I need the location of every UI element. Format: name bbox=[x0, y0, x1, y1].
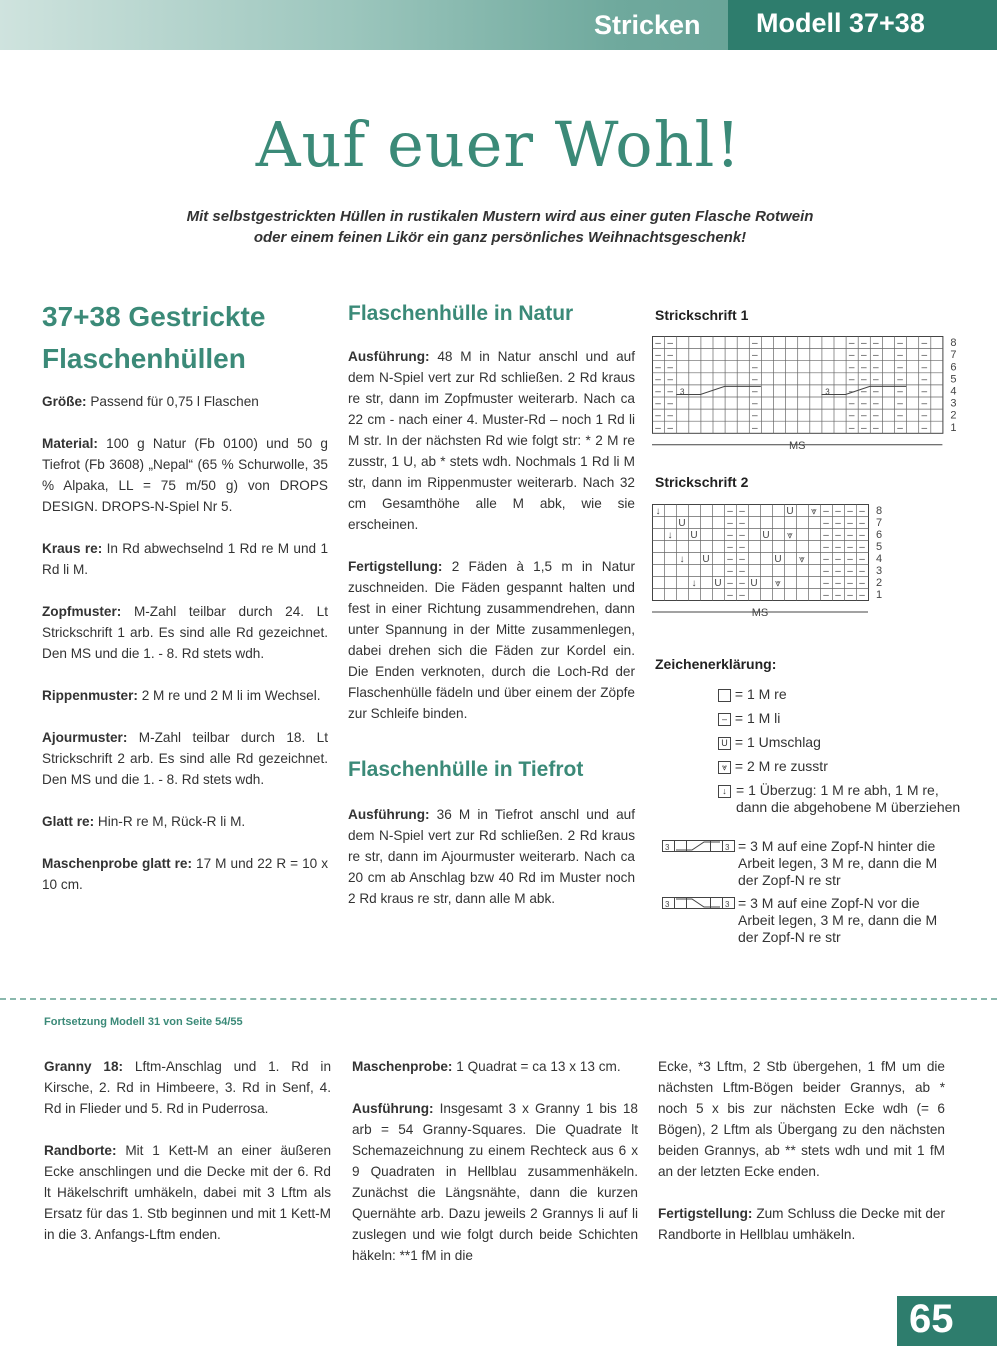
intro-line-2: oder einem feinen Likör ein ganz persönliches Weihnachtsgeschenk! bbox=[253, 229, 747, 246]
purl-mark: – bbox=[860, 386, 867, 398]
stitch-symbol: U bbox=[690, 530, 698, 541]
rippen-label: Rippenmuster: bbox=[42, 688, 138, 703]
purl-mark: – bbox=[667, 362, 673, 374]
stitch-symbol: ↓ bbox=[691, 578, 697, 589]
purl-mark: – bbox=[667, 374, 673, 386]
cable-mark: 3 bbox=[680, 387, 685, 397]
purl-mark: – bbox=[667, 386, 673, 398]
row-number: 4 bbox=[950, 385, 957, 398]
knitting-chart-1 bbox=[652, 336, 962, 462]
row-number: 3 bbox=[876, 565, 883, 577]
purl-mark: – bbox=[835, 554, 841, 565]
section-label: Stricken bbox=[594, 10, 701, 40]
glatt-label: Glatt re: bbox=[42, 814, 95, 829]
knit-two-together-icon: ⩔ bbox=[718, 761, 731, 774]
purl-mark: – bbox=[752, 398, 758, 410]
purl-mark: – bbox=[897, 362, 903, 374]
tiefrot-heading: Flaschenhülle in Tiefrot bbox=[348, 758, 584, 781]
row-number: 8 bbox=[876, 505, 883, 517]
purl-mark: – bbox=[667, 398, 673, 410]
stitch-symbol: U bbox=[786, 506, 794, 517]
randborte-label: Randborte: bbox=[44, 1143, 117, 1158]
chart-1-title: Strickschrift 1 bbox=[655, 307, 749, 323]
article-heading-line-2: Flaschenhüllen bbox=[42, 343, 246, 374]
purl-mark: – bbox=[727, 518, 733, 529]
material-label: Material: bbox=[42, 436, 98, 451]
section-divider bbox=[0, 998, 997, 1000]
stitch-symbol: ⩔ bbox=[811, 506, 817, 517]
purl-mark: – bbox=[823, 530, 829, 541]
row-number: 2 bbox=[876, 577, 883, 589]
knit-stitch-icon bbox=[718, 689, 731, 702]
cable-mark: 3 bbox=[825, 387, 830, 397]
model-label: Modell 37+38 bbox=[728, 0, 997, 50]
zopf-para bbox=[42, 601, 328, 664]
purl-mark: – bbox=[921, 386, 928, 398]
purl-mark: – bbox=[921, 422, 928, 434]
kraus-text: In Rd abwechselnd 1 Rd re M und 1 Rd li M. bbox=[42, 541, 329, 577]
purl-mark: – bbox=[860, 338, 867, 350]
purl-mark: – bbox=[835, 518, 841, 529]
purl-mark: – bbox=[859, 506, 865, 517]
groesse-para bbox=[42, 391, 328, 412]
stitch-symbol: U bbox=[774, 554, 782, 565]
purl-mark: – bbox=[859, 578, 865, 589]
purl-mark: – bbox=[727, 590, 733, 601]
row-number: 6 bbox=[876, 529, 883, 541]
purl-mark: – bbox=[739, 566, 745, 577]
cont-probe-text: 1 Quadrat = ca 13 x 13 cm. bbox=[456, 1059, 621, 1074]
purl-mark: – bbox=[835, 542, 841, 553]
purl-mark: – bbox=[859, 590, 865, 601]
natur-fertig-label: Fertigstellung: bbox=[348, 559, 443, 574]
row-number: 7 bbox=[950, 349, 957, 362]
stitch-symbol: ⩔ bbox=[787, 530, 793, 541]
purl-mark: – bbox=[727, 566, 733, 577]
row-number: 2 bbox=[950, 409, 957, 422]
row-number: 8 bbox=[950, 337, 957, 350]
probe-para bbox=[42, 853, 328, 895]
cable-back-mark-1: 3 bbox=[665, 843, 670, 852]
granny-label: Granny 18: bbox=[44, 1059, 124, 1074]
purl-mark: – bbox=[823, 554, 829, 565]
stitch-symbol: U bbox=[702, 554, 710, 565]
cont-fertig-para bbox=[658, 1203, 945, 1245]
purl-mark: – bbox=[727, 530, 733, 541]
purl-mark: – bbox=[739, 578, 745, 589]
cont-col3-para bbox=[658, 1056, 945, 1182]
kraus-para bbox=[42, 538, 328, 580]
purl-mark: – bbox=[835, 590, 841, 601]
groesse-text: Passend für 0,75 l Flaschen bbox=[90, 394, 259, 409]
purl-mark: – bbox=[860, 410, 867, 422]
cont-ausf-para bbox=[352, 1098, 638, 1266]
purl-mark: – bbox=[848, 350, 855, 362]
kraus-label: Kraus re: bbox=[42, 541, 103, 556]
stitch-symbol: ↓ bbox=[655, 506, 661, 517]
purl-mark: – bbox=[752, 350, 758, 362]
purl-mark: – bbox=[921, 338, 928, 350]
purl-mark: – bbox=[873, 374, 879, 386]
row-number: 1 bbox=[876, 589, 883, 601]
glatt-para bbox=[42, 811, 328, 832]
purl-mark: – bbox=[921, 398, 928, 410]
purl-mark: – bbox=[739, 554, 745, 565]
purl-mark: – bbox=[860, 422, 867, 434]
cont-ausf-text: Insgesamt 3 x Granny 1 bis 18 arb = 54 Granny-Squares. Die Quadrate lt Schemazeichnung zu einem Rechteck aus 6 x 9 Quadraten in Hellblau zusammenhäkeln. Zunächst die Längsnähte, dann die kurzen Quernähte arb. Dazu jeweils 2 Grannys li auf li zuslegen und wie folgt durch beide Schichten häkeln: **1 fM in die bbox=[352, 1101, 638, 1263]
column-1 bbox=[42, 391, 328, 916]
page-title: Auf euer Wohl! bbox=[255, 108, 742, 181]
probe-label: Maschenprobe glatt re: bbox=[42, 856, 193, 871]
legend-text-cable-front: = 3 M auf eine Zopf-N vor die Arbeit legen, 3 M re, dann die M der Zopf-N re str bbox=[738, 895, 938, 945]
stitch-symbol: U bbox=[714, 578, 722, 589]
purl-stitch-icon: – bbox=[718, 713, 731, 726]
natur-ausf-text: 48 M in Natur anschl und auf dem N-Spiel vert zur Rd schließen. 2 Rd kraus re str, dann im Zopfmuster weiterarb. Nach ca 22 cm - nach einer 4. Muster-Rd – noch 1 Rd li M str. In der nächsten Rd wie folgt str: * 2 M re zusstr, 1 U, ab * stets wdh. Nochmals 1 Rd li M str, dann im Rippenmuster weiterarb. Nach 32 cm Gesamthöhe alle M abk, wie sie erscheinen. bbox=[348, 349, 635, 532]
purl-mark: – bbox=[667, 422, 673, 434]
stitch-symbol: ⩔ bbox=[775, 578, 781, 589]
randborte-para bbox=[44, 1140, 331, 1245]
groesse-label: Größe: bbox=[42, 394, 87, 409]
purl-mark: – bbox=[752, 362, 758, 374]
ajour-text: M-Zahl teilbar durch 18. Lt Strickschrift 2 arb. Es sind alle Rd gezeichnet. Den MS und die 1. - 8. Rd stets wdh. bbox=[42, 730, 328, 787]
legend-item-zusstr bbox=[718, 758, 828, 775]
yarn-over-icon: U bbox=[718, 737, 731, 750]
stitch-symbol: ↓ bbox=[679, 554, 685, 565]
purl-mark: – bbox=[848, 362, 855, 374]
article-heading bbox=[42, 296, 265, 380]
purl-mark: – bbox=[727, 578, 733, 589]
row-number: 5 bbox=[950, 373, 957, 386]
purl-mark: – bbox=[739, 590, 745, 601]
natur-ausf-label: Ausführung: bbox=[348, 349, 430, 364]
chart-2-svg bbox=[652, 504, 912, 626]
randborte-text: Mit 1 Kett-M an einer äußeren Ecke anschlingen und die Decke mit der 6. Rd lt Häkelschrift umhäkeln, dabei mit 3 Lftm als Ersatz für das 1. Stb beginnen und mit 1 Kett-M in die 3. Anfangs-Lftm enden. bbox=[44, 1143, 332, 1242]
purl-mark: – bbox=[752, 386, 758, 398]
cont-fertig-text: Zum Schluss die Decke mit der Randborte in Hellblau umhäkeln. bbox=[658, 1206, 946, 1242]
purl-mark: – bbox=[835, 506, 841, 517]
tiefrot-ausfuehrung bbox=[348, 804, 635, 909]
ajour-para bbox=[42, 727, 328, 790]
cable-back-mark-2: 3 bbox=[725, 843, 730, 852]
purl-mark: – bbox=[847, 578, 853, 589]
natur-heading: Flaschenhülle in Natur bbox=[348, 302, 574, 325]
cont-probe-label: Maschenprobe: bbox=[352, 1059, 453, 1074]
cont-ausf-label: Ausführung: bbox=[352, 1101, 434, 1116]
cont-probe-para bbox=[352, 1056, 638, 1077]
purl-mark: – bbox=[847, 506, 853, 517]
stitch-symbol: ↓ bbox=[667, 530, 673, 541]
purl-mark: – bbox=[859, 530, 865, 541]
purl-mark: – bbox=[860, 362, 867, 374]
probe-text: 17 M und 22 R = 10 x 10 cm. bbox=[42, 856, 329, 892]
purl-mark: – bbox=[873, 338, 879, 350]
chart-1-svg bbox=[652, 336, 962, 462]
purl-mark: – bbox=[897, 398, 903, 410]
natur-fertigstellung bbox=[348, 556, 635, 724]
cont-column-2 bbox=[352, 1056, 638, 1287]
purl-mark: – bbox=[873, 386, 879, 398]
column-2-natur bbox=[348, 346, 635, 745]
purl-mark: – bbox=[823, 542, 829, 553]
cont-col3-text: Ecke, *3 Lftm, 2 Stb übergehen, 1 fM um die nächsten Lftm-Bögen beider Grannys, ab * noch 5 x bis zur nächsten Ecke wdh (= 6 Bögen), 2 Lftm als Übergang zu den nächsten beiden Grannys, ab ** stets wdh und mit 1 fM an der letzten Ecke enden. bbox=[658, 1059, 945, 1179]
legend-text-umschlag: = 1 Umschlag bbox=[734, 734, 821, 750]
page-number: 65 bbox=[897, 1296, 997, 1346]
purl-mark: – bbox=[921, 410, 928, 422]
stitch-symbol: U bbox=[750, 578, 758, 589]
rippen-text: 2 M re und 2 M li im Wechsel. bbox=[141, 688, 321, 703]
purl-mark: – bbox=[921, 350, 928, 362]
legend-title: Zeichenerklärung: bbox=[655, 656, 777, 672]
legend-item-cable-back bbox=[662, 838, 952, 889]
purl-mark: – bbox=[873, 362, 879, 374]
material-text: 100 g Natur (Fb 0100) und 50 g Tiefrot (Fb 3608) „Nepal“ (65 % Schurwolle, 35 % Alpaka, LL = 75 m/50 g) von DROPS DESIGN. DROPS-N-Spiel Nr 5. bbox=[42, 436, 328, 514]
purl-mark: – bbox=[752, 374, 758, 386]
continuation-label: Fortsetzung Modell 31 von Seite 54/55 bbox=[44, 1016, 243, 1028]
purl-mark: – bbox=[739, 518, 745, 529]
row-number: 5 bbox=[876, 541, 883, 553]
purl-mark: – bbox=[655, 338, 661, 350]
purl-mark: – bbox=[873, 410, 879, 422]
purl-mark: – bbox=[752, 410, 758, 422]
purl-mark: – bbox=[847, 590, 853, 601]
tiefrot-ausf-label: Ausführung: bbox=[348, 807, 430, 822]
natur-fertig-text: 2 Fäden à 1,5 m in Natur zuschneiden. Die Fäden gespannt halten und fest in einer Richtung zusammendrehen, dann unter Spannung in der Mitte zusammenlegen, dabei drehen sich die Fäden zur Kordel ein. Die Enden verknoten, durch die Loch-Rd der Flaschenhülle fädeln und über einem der Zöpfe zur Schleife binden. bbox=[348, 559, 636, 721]
purl-mark: – bbox=[752, 422, 758, 434]
legend-item-re bbox=[718, 686, 787, 703]
knitting-chart-2 bbox=[652, 504, 912, 626]
purl-mark: – bbox=[873, 398, 879, 410]
purl-mark: – bbox=[823, 590, 829, 601]
purl-mark: – bbox=[739, 506, 745, 517]
row-number: 3 bbox=[950, 397, 957, 410]
purl-mark: – bbox=[859, 554, 865, 565]
row-number: 1 bbox=[950, 421, 957, 434]
cont-column-1 bbox=[44, 1056, 331, 1266]
purl-mark: – bbox=[727, 554, 733, 565]
legend-text-re: = 1 M re bbox=[734, 686, 787, 702]
granny-text: Lftm-Anschlag und 1. Rd in Kirsche, 2. Rd in Himbeere, 3. Rd in Senf, 4. Rd in Flieder und 5. Rd in Puderrosa. bbox=[44, 1059, 332, 1116]
purl-mark: – bbox=[847, 554, 853, 565]
cable-front-mark-2: 3 bbox=[725, 900, 730, 909]
purl-mark: – bbox=[848, 422, 855, 434]
purl-mark: – bbox=[847, 518, 853, 529]
purl-mark: – bbox=[655, 386, 661, 398]
purl-mark: – bbox=[655, 422, 661, 434]
purl-mark: – bbox=[823, 518, 829, 529]
cable-front-icon bbox=[662, 897, 736, 910]
purl-mark: – bbox=[727, 542, 733, 553]
chart-2-title: Strickschrift 2 bbox=[655, 474, 749, 490]
ajour-label: Ajourmuster: bbox=[42, 730, 128, 745]
purl-mark: – bbox=[848, 410, 855, 422]
purl-mark: – bbox=[873, 350, 879, 362]
purl-mark: – bbox=[848, 386, 855, 398]
legend-item-ueberzug bbox=[718, 782, 968, 816]
purl-mark: – bbox=[897, 422, 903, 434]
legend-text-zusstr: = 2 M re zusstr bbox=[734, 758, 828, 774]
purl-mark: – bbox=[848, 398, 855, 410]
cable-back-icon bbox=[662, 840, 736, 853]
article-heading-line-1: 37+38 Gestrickte bbox=[42, 301, 266, 332]
purl-mark: – bbox=[727, 506, 733, 517]
stitch-symbol: ⩔ bbox=[799, 554, 805, 565]
purl-mark: – bbox=[823, 506, 829, 517]
stitch-symbol: U bbox=[678, 518, 686, 529]
material-para bbox=[42, 433, 328, 517]
purl-mark: – bbox=[897, 338, 903, 350]
purl-mark: – bbox=[847, 566, 853, 577]
purl-mark: – bbox=[655, 374, 661, 386]
purl-mark: – bbox=[848, 338, 855, 350]
slip-stitch-icon: ↓ bbox=[718, 785, 731, 798]
cable-front-mark-1: 3 bbox=[665, 900, 670, 909]
purl-mark: – bbox=[667, 338, 673, 350]
ms-label: MS bbox=[751, 607, 769, 619]
purl-mark: – bbox=[860, 374, 867, 386]
purl-mark: – bbox=[860, 398, 867, 410]
cont-fertig-label: Fertigstellung: bbox=[658, 1206, 753, 1221]
row-number: 4 bbox=[876, 553, 883, 565]
purl-mark: – bbox=[859, 518, 865, 529]
column-2-tiefrot bbox=[348, 804, 635, 930]
purl-mark: – bbox=[847, 542, 853, 553]
purl-mark: – bbox=[921, 362, 928, 374]
purl-mark: – bbox=[667, 350, 673, 362]
natur-ausfuehrung bbox=[348, 346, 635, 535]
legend-text-li: = 1 M li bbox=[734, 710, 781, 726]
purl-mark: – bbox=[823, 578, 829, 589]
cont-column-3 bbox=[658, 1056, 945, 1266]
zopf-text: M-Zahl teilbar durch 24. Lt Strickschrift 1 arb. Es sind alle Rd gezeichnet. Den MS und die 1. - 8. Rd stets wdh. bbox=[42, 604, 329, 661]
purl-mark: – bbox=[848, 374, 855, 386]
purl-mark: – bbox=[859, 542, 865, 553]
intro-text bbox=[120, 206, 880, 248]
purl-mark: – bbox=[847, 530, 853, 541]
purl-mark: – bbox=[873, 422, 879, 434]
legend-text-cable-back: = 3 M auf eine Zopf-N hinter die Arbeit legen, 3 M re, dann die M der Zopf-N re str bbox=[738, 838, 938, 888]
purl-mark: – bbox=[823, 566, 829, 577]
legend-text-ueberzug: = 1 Überzug: 1 M re abh, 1 M re, dann die abgehobene M überziehen bbox=[736, 782, 961, 815]
purl-mark: – bbox=[655, 350, 661, 362]
legend-item-cable-front bbox=[662, 895, 952, 946]
purl-mark: – bbox=[897, 374, 903, 386]
purl-mark: – bbox=[921, 374, 928, 386]
purl-mark: – bbox=[860, 350, 867, 362]
purl-mark: – bbox=[655, 410, 661, 422]
tiefrot-ausf-text: 36 M in Tiefrot anschl und auf dem N-Spiel vert zur Rd schließen. 2 Rd kraus re str, dann im Ajourmuster weiterarb. Nach ca 20 cm ab Anschlag bzw 40 Rd im Muster noch 2 Rd kraus re str, dann alle M abk. bbox=[348, 807, 635, 906]
purl-mark: – bbox=[835, 566, 841, 577]
row-number: 6 bbox=[950, 361, 957, 374]
purl-mark: – bbox=[655, 362, 661, 374]
purl-mark: – bbox=[655, 398, 661, 410]
legend-item-umschlag bbox=[718, 734, 821, 751]
purl-mark: – bbox=[859, 566, 865, 577]
purl-mark: – bbox=[897, 386, 903, 398]
zopf-label: Zopfmuster: bbox=[42, 604, 122, 619]
purl-mark: – bbox=[752, 338, 758, 350]
purl-mark: – bbox=[897, 350, 903, 362]
header-bar bbox=[0, 0, 997, 50]
row-number: 7 bbox=[876, 517, 883, 529]
purl-mark: – bbox=[739, 530, 745, 541]
intro-line-1: Mit selbstgestrickten Hüllen in rustikalen Mustern wird aus einer guten Flasche Rotwein bbox=[186, 208, 814, 225]
rippen-para bbox=[42, 685, 328, 706]
purl-mark: – bbox=[667, 410, 673, 422]
granny-para bbox=[44, 1056, 331, 1119]
purl-mark: – bbox=[835, 578, 841, 589]
purl-mark: – bbox=[739, 542, 745, 553]
legend-item-li bbox=[718, 710, 780, 727]
glatt-text: Hin-R re M, Rück-R li M. bbox=[97, 814, 246, 829]
purl-mark: – bbox=[835, 530, 841, 541]
ms-label: MS bbox=[788, 439, 806, 452]
purl-mark: – bbox=[897, 410, 903, 422]
stitch-symbol: U bbox=[762, 530, 770, 541]
